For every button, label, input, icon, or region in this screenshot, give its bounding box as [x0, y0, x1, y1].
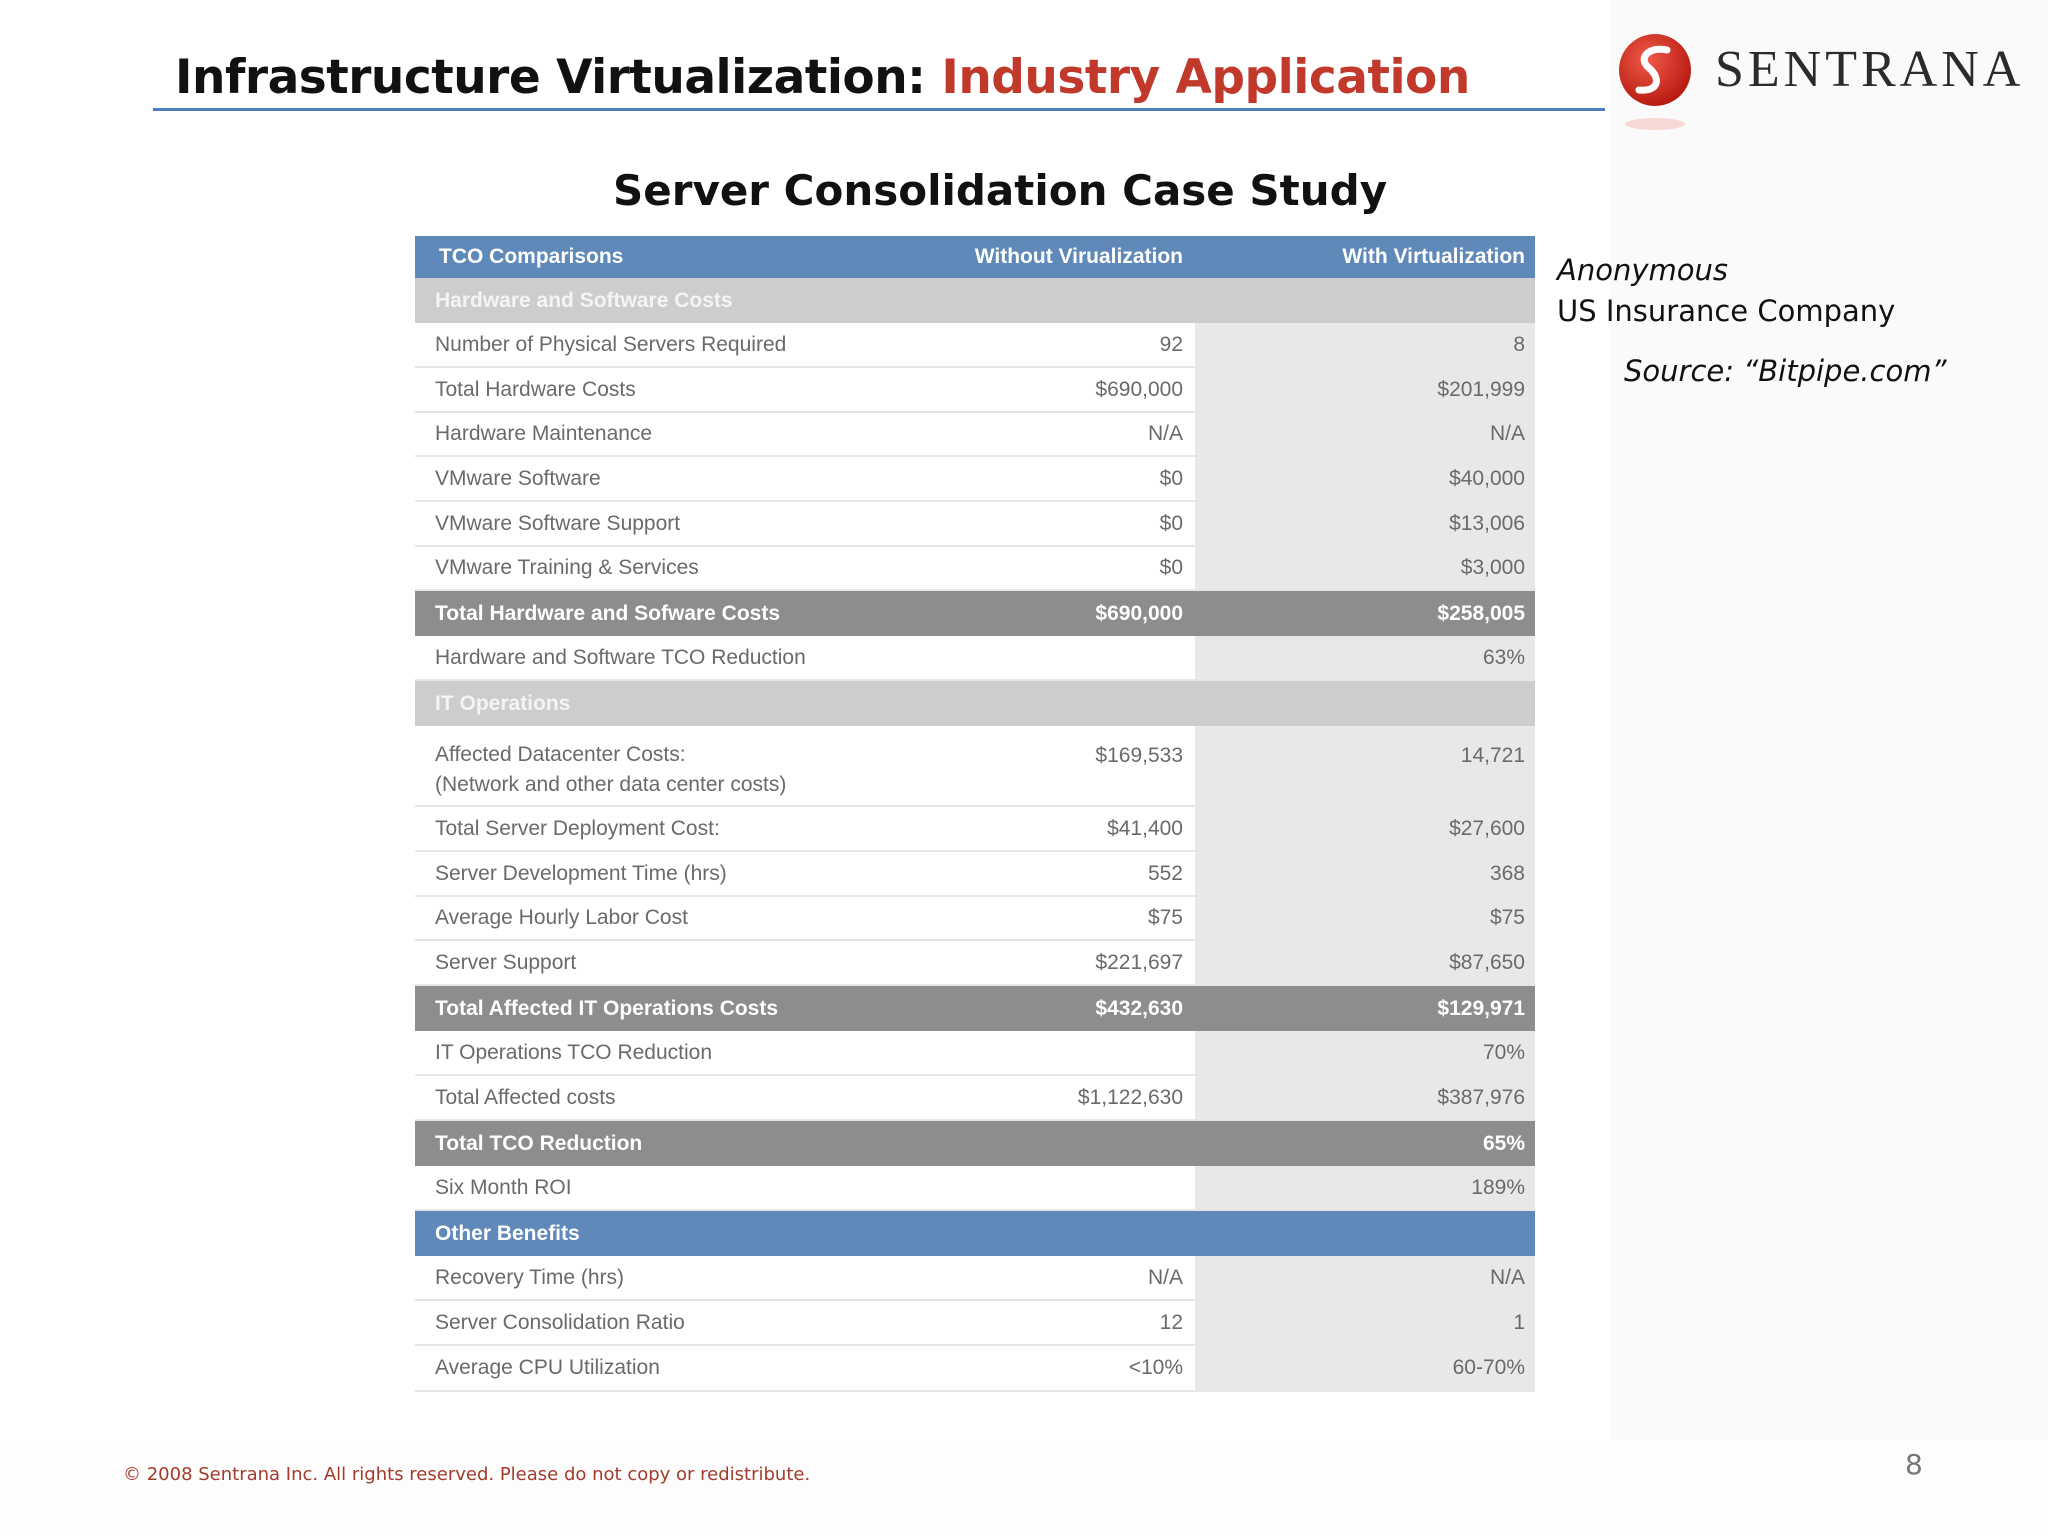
row-label: Average Hourly Labor Cost	[435, 906, 688, 929]
row-without: $432,630	[1095, 996, 1183, 1020]
table-row	[415, 807, 1535, 852]
row-label: Average CPU Utilization	[435, 1356, 660, 1379]
section-row-other-benefits	[415, 1211, 1535, 1256]
section-row-it-operations	[415, 681, 1535, 726]
row-label: VMware Software Support	[435, 511, 681, 535]
table-header-row	[415, 236, 1535, 278]
row-with: $13,006	[1449, 511, 1525, 535]
row-label: Number of Physical Servers Required	[435, 332, 787, 356]
tco-table	[415, 236, 1535, 1392]
row-with: 65%	[1482, 1131, 1525, 1155]
row-with: 63%	[1482, 645, 1525, 669]
row-without: $690,000	[1095, 601, 1183, 625]
row-without: $169,533	[1095, 744, 1183, 767]
row-with: $258,005	[1437, 601, 1525, 625]
row-without: <10%	[1128, 1356, 1183, 1379]
case-note-line1: Anonymous	[1557, 253, 1728, 287]
row-label: Other Benefits	[435, 1221, 580, 1245]
table-row	[415, 726, 1535, 807]
row-label-line2: (Network and other data center costs)	[435, 773, 787, 796]
row-with: $75	[1489, 906, 1525, 929]
header-label: TCO Comparisons	[439, 245, 624, 268]
row-with: $27,600	[1449, 816, 1525, 840]
row-without: $0	[1159, 556, 1183, 579]
row-with: N/A	[1489, 1265, 1525, 1289]
row-with: 8	[1513, 332, 1525, 356]
table-row	[415, 457, 1535, 502]
row-without: $41,400	[1107, 816, 1183, 840]
row-label-line1: Affected Datacenter Costs:	[435, 743, 686, 766]
title-underline	[153, 108, 1605, 111]
row-without: N/A	[1147, 1265, 1183, 1289]
row-with: $201,999	[1437, 377, 1525, 401]
case-note	[1557, 250, 1895, 332]
row-with: $87,650	[1449, 950, 1525, 974]
row-label: Hardware Maintenance	[435, 422, 653, 445]
table-row	[415, 1076, 1535, 1121]
row-label	[435, 740, 786, 800]
case-note-line2: US Insurance Company	[1557, 294, 1896, 328]
row-label: Recovery Time (hrs)	[435, 1265, 625, 1289]
total-row-it-operations	[415, 986, 1535, 1031]
row-with: $129,971	[1437, 996, 1525, 1020]
background-panel-right	[1610, 0, 2048, 1536]
row-without: $690,000	[1095, 377, 1183, 401]
section-row-hardware	[415, 278, 1535, 323]
header-without: Without Virualization	[974, 245, 1183, 268]
table-row	[415, 413, 1535, 457]
table-row	[415, 897, 1535, 941]
source-citation: Source: “Bitpipe.com”	[1624, 354, 1947, 388]
row-with: $387,976	[1437, 1085, 1525, 1109]
row-without: $221,697	[1095, 950, 1183, 974]
brand-name: SENTRANA	[1715, 41, 2025, 98]
table-row	[415, 1166, 1535, 1211]
row-label: IT Operations TCO Reduction	[435, 1040, 713, 1064]
row-label: IT Operations	[435, 691, 571, 715]
row-with: 189%	[1471, 1175, 1525, 1199]
slide-title	[175, 50, 1470, 105]
row-without: $1,122,630	[1077, 1085, 1183, 1109]
table-row	[415, 323, 1535, 368]
row-label: Hardware and Software TCO Reduction	[435, 645, 806, 669]
row-without: 552	[1147, 861, 1183, 885]
row-label: Six Month ROI	[435, 1175, 572, 1199]
row-label: VMware Software	[435, 466, 601, 490]
background-panel-bottom	[0, 1440, 2048, 1536]
copyright-footer: © 2008 Sentrana Inc. All rights reserved. Please do not copy or redistribute.	[123, 1464, 811, 1485]
row-with: 14,721	[1460, 744, 1525, 767]
table-row	[415, 636, 1535, 681]
table-row	[415, 547, 1535, 591]
header-with: With Virtualization	[1342, 245, 1525, 268]
row-without: $0	[1159, 466, 1183, 490]
table-row	[415, 941, 1535, 986]
row-without: $75	[1147, 906, 1183, 929]
slide-title-main: Infrastructure Virtualization:	[175, 50, 942, 105]
row-label: Hardware and Software Costs	[435, 288, 733, 312]
row-with: 70%	[1482, 1040, 1525, 1064]
row-with: 368	[1489, 861, 1525, 885]
table-row	[415, 1031, 1535, 1076]
table-row	[415, 502, 1535, 547]
row-without: N/A	[1147, 422, 1183, 445]
row-with: N/A	[1489, 422, 1525, 445]
row-label: Total Hardware and Sofware Costs	[435, 601, 781, 625]
table-row	[415, 1346, 1535, 1392]
row-without: 92	[1159, 332, 1183, 356]
row-label: Total Hardware Costs	[435, 377, 636, 401]
row-label: Server Support	[435, 950, 577, 974]
row-label: Server Development Time (hrs)	[435, 861, 727, 885]
table-row	[415, 1256, 1535, 1301]
row-label: Total Server Deployment Cost:	[435, 816, 720, 840]
row-label: Total Affected costs	[435, 1085, 616, 1109]
page-number: 8	[1905, 1448, 1923, 1481]
row-with: $40,000	[1449, 466, 1525, 490]
table-row	[415, 852, 1535, 897]
logo-shadow-icon	[1625, 118, 1685, 130]
row-with: 1	[1513, 1310, 1525, 1334]
row-label: Total Affected IT Operations Costs	[435, 996, 779, 1020]
row-with: $3,000	[1460, 556, 1525, 579]
row-label: Server Consolidation Ratio	[435, 1310, 685, 1334]
total-row-tco-reduction	[415, 1121, 1535, 1166]
row-without: $0	[1159, 511, 1183, 535]
row-with: 60-70%	[1452, 1356, 1525, 1379]
total-row-hardware	[415, 591, 1535, 636]
row-without: 12	[1159, 1310, 1183, 1334]
table-row	[415, 1301, 1535, 1346]
table-row	[415, 368, 1535, 413]
row-label: VMware Training & Services	[435, 556, 699, 579]
table-title: Server Consolidation Case Study	[613, 166, 1388, 215]
slide-title-accent: Industry Application	[941, 50, 1470, 105]
row-label: Total TCO Reduction	[435, 1131, 643, 1155]
